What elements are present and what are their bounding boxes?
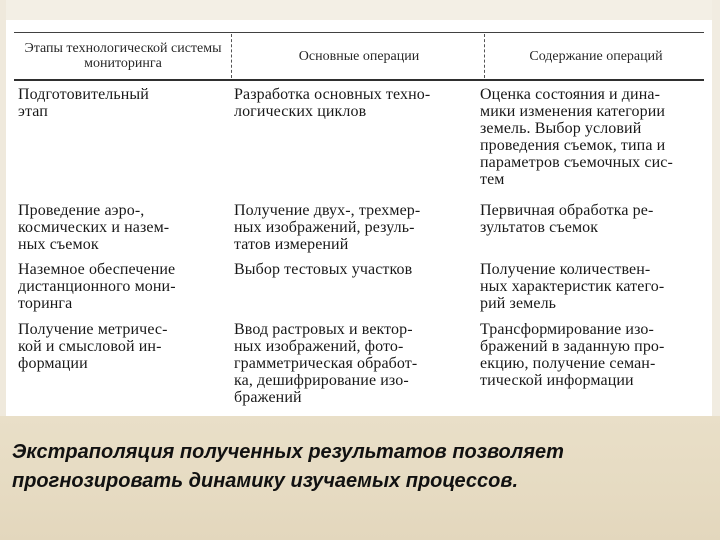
row1-content: Оценка состояния и дина- мики изменения категории земель. Выбор условий проведения съемок, типа и параметров съемочных сис- тем [480,86,673,188]
header-operations: Основные операции [298,48,420,64]
header-divider [484,34,485,78]
row1-operations: Разработка основных техно- логических циклов [234,86,431,120]
row4-content: Трансформирование изо- бражений в заданную про- екцию, получение семан- тической информации [480,321,665,389]
table-top-rule [14,32,704,33]
row4-operations: Ввод растровых и вектор- ных изображений, фото- грамметрическая обработ- ка, дешифрирование изо- бражений [234,321,418,406]
caption-text: Экстраполяция полученных результатов позволяет прогнозировать динамику изучаемых процессов. [12,441,564,492]
row3-stage: Наземное обеспечение дистанционного мони- торинга [18,261,176,312]
row2-content: Первичная обработка ре- зультатов съемок [480,202,654,236]
row1-stage: Подготовительный этап [18,86,149,120]
row2-operations: Получение двух-, трехмер- ных изображений, резуль- татов измерений [234,202,421,253]
header-divider [231,34,232,78]
caption-panel [0,416,720,540]
header-content: Содержание операций [529,48,663,64]
top-margin [0,0,720,22]
header-stages: Этапы технологической системы мониторинга [24,41,222,71]
scanned-table [6,20,712,416]
row2-stage: Проведение аэро-, космических и назем- ных съемок [18,202,170,253]
right-margin [712,0,720,420]
row4-stage: Получение метричес- кой и смысловой ин- формации [18,321,168,372]
row3-content: Получение количествен- ных характеристик катего- рий земель [480,261,665,312]
table-header-rule [14,79,704,81]
row3-operations: Выбор тестовых участков [234,261,413,278]
